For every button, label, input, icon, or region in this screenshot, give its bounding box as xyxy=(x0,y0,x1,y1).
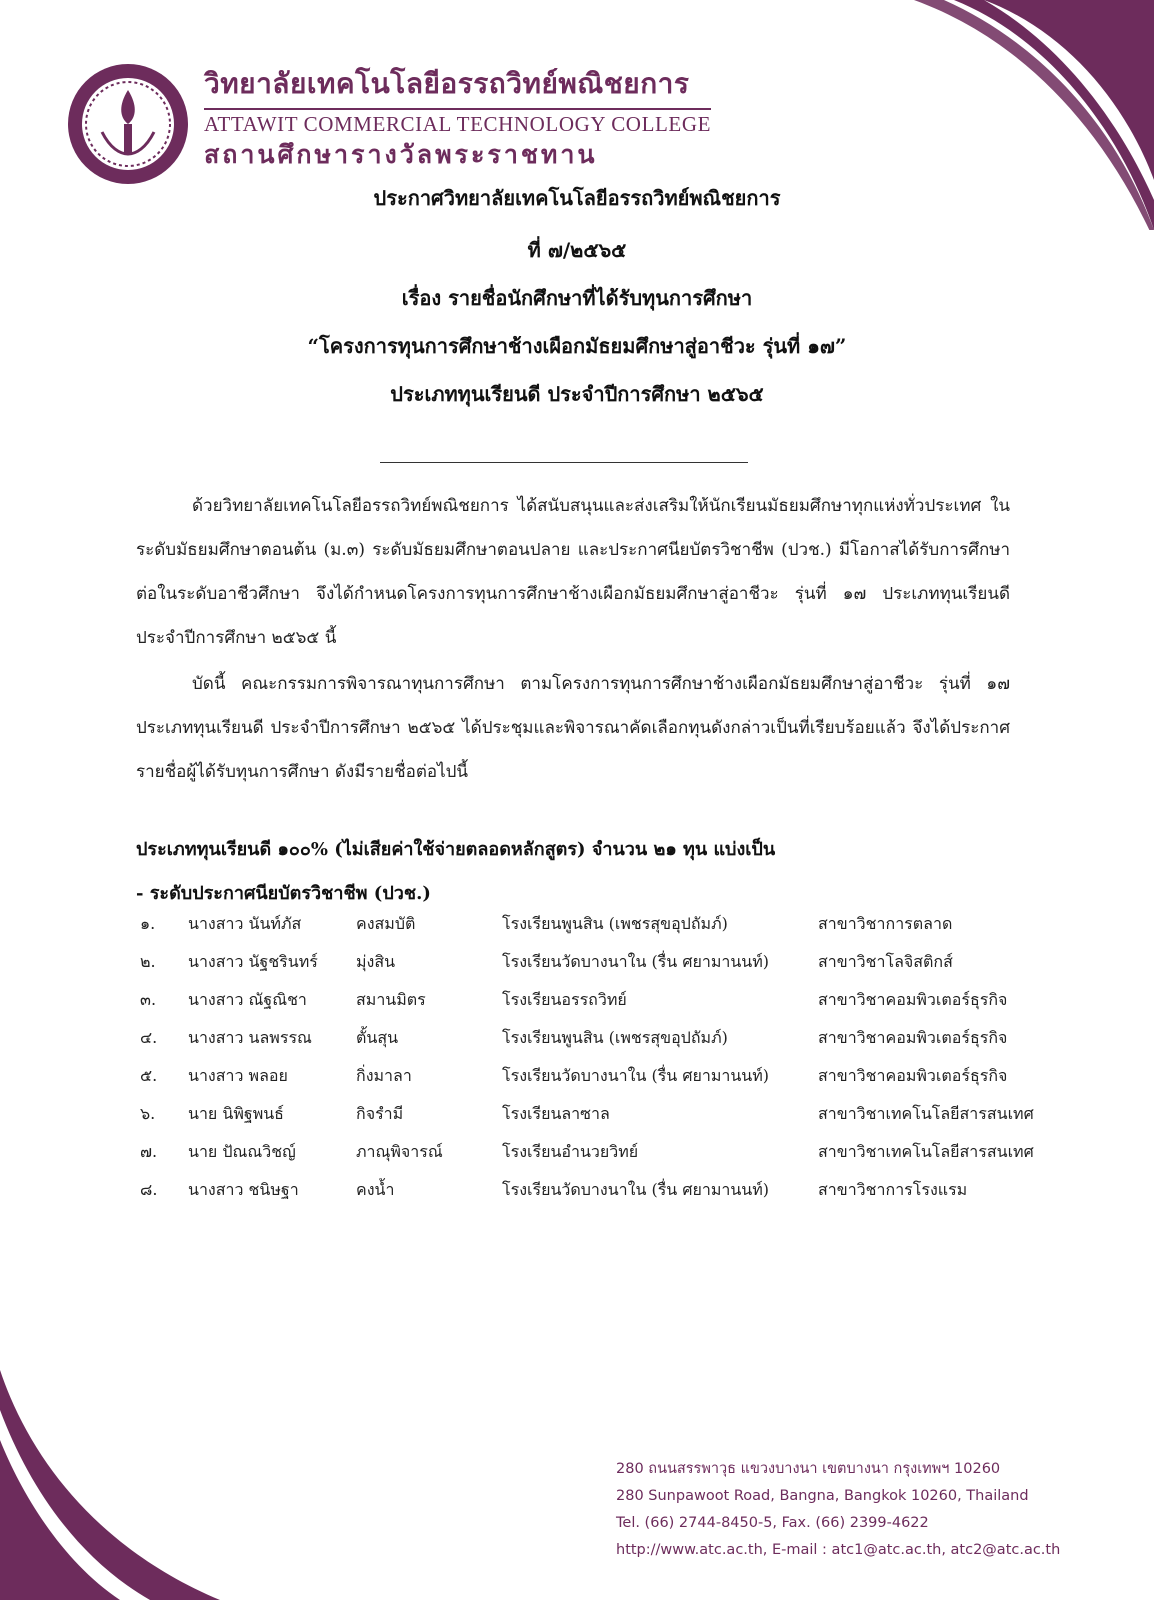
footer-address-thai: 280 ถนนสรรพาวุธ แขวงบางนา เขตบางนา กรุงเทพฯ 10260 xyxy=(616,1461,1001,1477)
list-item xyxy=(136,950,1056,988)
body-paragraph-1: ด้วยวิทยาลัยเทคโนโลยีอรรถวิทย์พณิชยการ ได้สนับสนุนและส่งเสริมให้นักเรียนมัธยมศึกษาทุกแห่งทั่วประเทศ ในระดับมัธยมศึกษาตอนต้น (ม.๓) ระดับมัธยมศึกษาตอนปลาย และประกาศนียบัตรวิชาชีพ (ปวช.) มีโอกาสได้รับการศึกษาต่อในระดับอาชีวศึกษา จึงได้กำหนดโครงการทุนการศึกษาช้างเผือกมัธยมศึกษาสู่อาชีวะ รุ่นที่ ๑๗ ประเภททุนเรียนดี ประจำปีการศึกษา ๒๕๖๕ นี้ xyxy=(136,496,1010,648)
recipient-number: ๓. xyxy=(140,990,157,1009)
college-emblem-torch-icon xyxy=(66,62,190,186)
recipient-major: สาขาวิชาคอมพิวเตอร์ธุรกิจ xyxy=(818,990,1008,1009)
recipient-major: สาขาวิชาการตลาด xyxy=(818,914,953,933)
recipient-surname: ภาณุพิจารณ์ xyxy=(356,1142,443,1161)
recipient-name: นางสาว นัฐชรินทร์ xyxy=(188,952,318,971)
scholarship-heading: ประเภททุนเรียนดี ๑๐๐% (ไม่เสียค่าใช้จ่ายตลอดหลักสูตร) จำนวน ๒๑ ทุน แบ่งเป็น xyxy=(136,839,776,860)
college-name-english: ATTAWIT COMMERCIAL TECHNOLOGY COLLEGE xyxy=(204,112,712,136)
recipient-major: สาขาวิชาเทคโนโลยีสารสนเทศ xyxy=(818,1104,1034,1123)
recipient-surname: สมานมิตร xyxy=(356,990,426,1009)
recipient-name: นาย ปัณณวิชญ์ xyxy=(188,1142,296,1161)
recipient-name: นางสาว นันท์ภัส xyxy=(188,914,302,933)
college-name-block xyxy=(204,62,711,175)
recipient-surname: กิจรำมี xyxy=(356,1104,404,1123)
recipient-school: โรงเรียนอรรถวิทย์ xyxy=(502,990,627,1009)
announcement-type-year: ประเภททุนเรียนดี ประจำปีการศึกษา ๒๕๖๕ xyxy=(390,382,764,406)
recipient-major: สาขาวิชาเทคโนโลยีสารสนเทศ xyxy=(818,1142,1034,1161)
recipient-surname: คงสมบัติ xyxy=(356,914,416,933)
recipient-number: ๔. xyxy=(140,1028,158,1047)
list-item xyxy=(136,1102,1056,1140)
heading-divider xyxy=(380,462,748,463)
recipient-major: สาขาวิชาการโรงแรม xyxy=(818,1180,968,1199)
recipient-surname: มุ่งสิน xyxy=(356,952,396,971)
recipient-school: โรงเรียนวัดบางนาใน (รื่น ศยามานนท์) xyxy=(502,1180,770,1199)
recipient-name: นาย นิพิฐพนธ์ xyxy=(188,1104,284,1123)
footer-contact xyxy=(616,1456,1060,1564)
recipient-name: นางสาว พลอย xyxy=(188,1066,288,1085)
recipient-major: สาขาวิชาคอมพิวเตอร์ธุรกิจ xyxy=(818,1028,1008,1047)
footer-address-english: 280 Sunpawoot Road, Bangna, Bangkok 10260, Thailand xyxy=(616,1488,1029,1504)
recipient-number: ๖. xyxy=(140,1104,156,1123)
recipient-school: โรงเรียนลาซาล xyxy=(502,1104,610,1123)
recipient-school: โรงเรียนวัดบางนาใน (รื่น ศยามานนท์) xyxy=(502,952,770,971)
recipient-surname: ตั้นสุน xyxy=(356,1028,399,1047)
announcement-project: “โครงการทุนการศึกษาช้างเผือกมัธยมศึกษาสู่อาชีวะ รุ่นที่ ๑๗” xyxy=(307,334,847,358)
recipient-name: นางสาว ณัฐณิชา xyxy=(188,990,307,1009)
college-name-thai: วิทยาลัยเทคโนโลยีอรรถวิทย์พณิชยการ xyxy=(204,62,711,110)
announcement-subject: เรื่อง รายชื่อนักศึกษาที่ได้รับทุนการศึกษา xyxy=(401,286,753,310)
recipient-major: สาขาวิชาคอมพิวเตอร์ธุรกิจ xyxy=(818,1066,1008,1085)
footer-phone-fax: Tel. (66) 2744-8450-5, Fax. (66) 2399-4622 xyxy=(616,1515,929,1531)
announcement-title: ประกาศวิทยาลัยเทคโนโลยีอรรถวิทย์พณิชยการ xyxy=(373,186,781,210)
recipient-number: ๗. xyxy=(140,1142,158,1161)
recipient-number: ๑. xyxy=(140,914,156,933)
body-paragraph-2: บัดนี้ คณะกรรมการพิจารณาทุนการศึกษา ตามโครงการทุนการศึกษาช้างเผือกมัธยมศึกษาสู่อาชีวะ รุ่นที่ ๑๗ ประเภททุนเรียนดี ประจำปีการศึกษา ๒๕๖๕ ได้ประชุมและพิจารณาคัดเลือกทุนดังกล่าวเป็นที่เรียบร้อยแล้ว จึงได้ประกาศรายชื่อผู้ได้รับทุนการศึกษา ดังมีรายชื่อต่อไปนี้ xyxy=(136,674,1010,782)
list-item xyxy=(136,1140,1056,1178)
list-item xyxy=(136,1064,1056,1102)
recipient-list xyxy=(136,912,1056,1216)
corner-swoosh-bottom-left xyxy=(0,1370,220,1600)
recipient-number: ๕. xyxy=(140,1066,158,1085)
recipient-surname: กิ่งมาลา xyxy=(356,1066,412,1085)
list-item xyxy=(136,912,1056,950)
recipient-surname: คงน้ำ xyxy=(356,1180,395,1199)
recipient-name: นางสาว ชนิษฐา xyxy=(188,1180,299,1199)
list-item xyxy=(136,1026,1056,1064)
recipient-school: โรงเรียนพูนสิน (เพชรสุขอุปถัมภ์) xyxy=(502,1028,728,1047)
recipient-name: นางสาว นลพรรณ xyxy=(188,1028,312,1047)
college-award-tagline: สถานศึกษารางวัลพระราชทาน xyxy=(204,140,598,169)
recipient-major: สาขาวิชาโลจิสติกส์ xyxy=(818,952,953,971)
recipient-number: ๘. xyxy=(140,1180,158,1199)
recipient-school: โรงเรียนวัดบางนาใน (รื่น ศยามานนท์) xyxy=(502,1066,770,1085)
scholarship-level: - ระดับประกาศนียบัตรวิชาชีพ (ปวช.) xyxy=(136,883,431,904)
announcement-number: ที่ ๗/๒๕๖๕ xyxy=(527,238,627,262)
list-item xyxy=(136,988,1056,1026)
footer-web-email: http://www.atc.ac.th, E-mail : atc1@atc.ac.th, atc2@atc.ac.th xyxy=(616,1542,1061,1558)
recipient-school: โรงเรียนอำนวยวิทย์ xyxy=(502,1142,639,1161)
recipient-number: ๒. xyxy=(140,952,156,971)
recipient-school: โรงเรียนพูนสิน (เพชรสุขอุปถัมภ์) xyxy=(502,914,728,933)
list-item xyxy=(136,1178,1056,1216)
